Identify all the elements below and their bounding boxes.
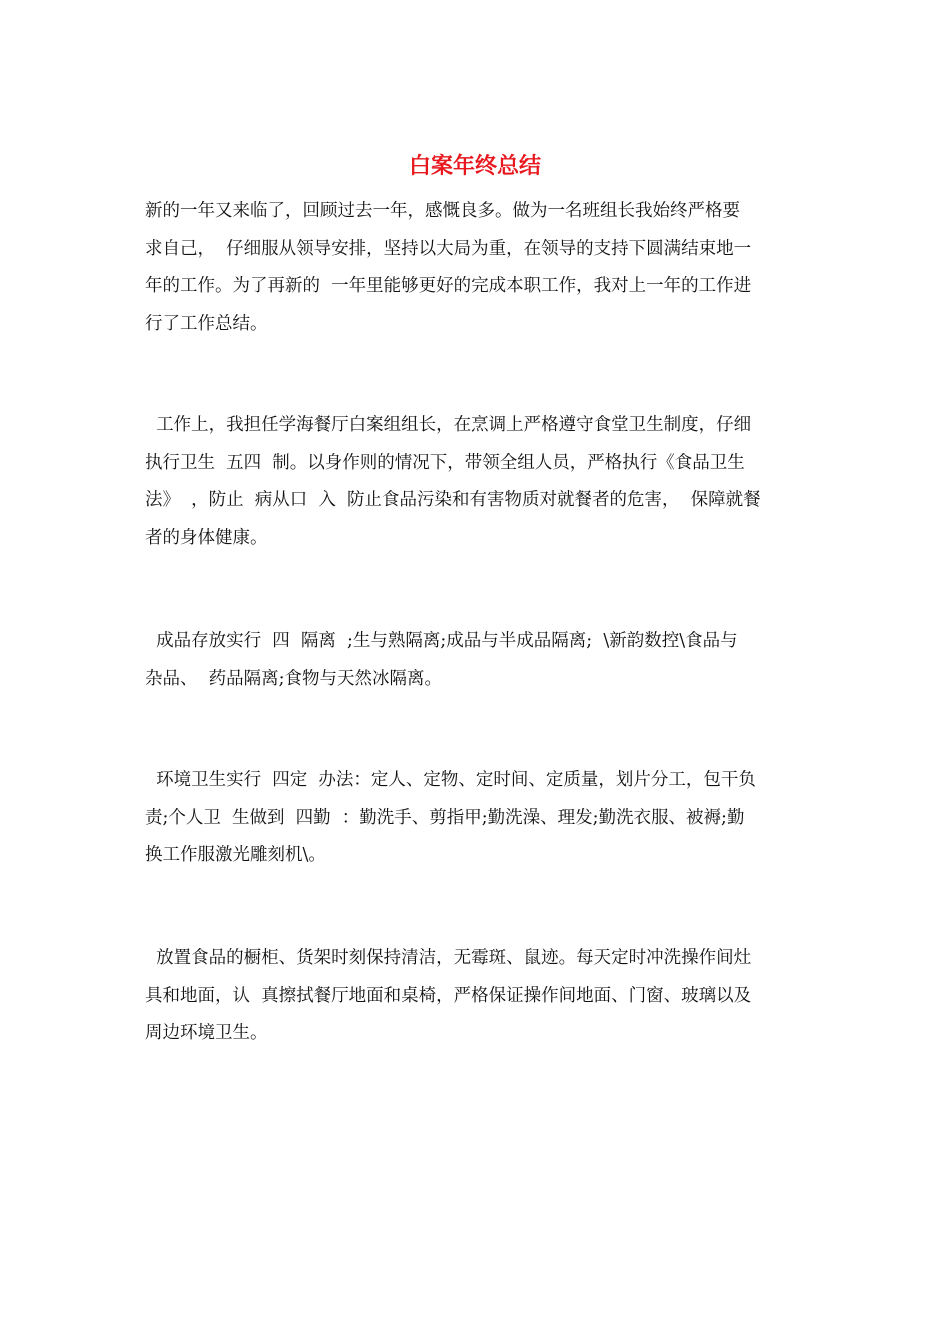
- text-line: 成品存放实行 四 隔离 ;生与熟隔离;成品与半成品隔离; \新韵数控\食品与: [145, 631, 738, 651]
- paragraph-cleaning: [145, 940, 807, 1053]
- document-title: 白案年终总结: [408, 154, 541, 179]
- text-line: 具和地面，认 真擦拭餐厅地面和桌椅，严格保证操作间地面、门窗、玻璃以及: [145, 985, 752, 1006]
- text-line: 法》 ，防止 病从口 入 防止食品污染和有害物质对就餐者的危害， 保障就餐: [145, 490, 761, 510]
- text-line: 执行卫生 五四 制。以身作则的情况下，带领全组人员，严格执行《食品卫生: [145, 452, 745, 473]
- paragraph-environment-hygiene: [145, 762, 807, 875]
- text-line: 换工作服激光雕刻机\。: [145, 845, 326, 865]
- text-line: 周边环境卫生。: [145, 1023, 268, 1043]
- text-line: 放置食品的橱柜、货架时刻保持清洁，无霉斑、鼠迹。每天定时冲洗操作间灶: [145, 948, 752, 968]
- paragraph-intro: [145, 193, 807, 343]
- text-line: 责;个人卫 生做到 四勤 ：勤洗手、剪指甲;勤洗澡、理发;勤洗衣服、被褥;勤: [145, 807, 745, 828]
- text-line: 工作上，我担任学海餐厅白案组组长，在烹调上严格遵守食堂卫生制度，仔细: [145, 415, 752, 435]
- text-line: 环境卫生实行 四定 办法：定人、定物、定时间、定质量，划片分工，包干负: [145, 770, 756, 790]
- text-line: 年的工作。为了再新的 一年里能够更好的完成本职工作，我对上一年的工作进: [145, 276, 752, 296]
- text-line: 者的身体健康。: [145, 527, 268, 548]
- paragraph-work-duties: [145, 407, 807, 557]
- text-line: 行了工作总结。: [145, 313, 268, 334]
- paragraph-storage-isolation: [145, 623, 807, 698]
- text-line: 杂品、 药品隔离;食物与天然冰隔离。: [145, 668, 443, 689]
- text-line: 新的一年又来临了，回顾过去一年，感慨良多。做为一名班组长我始终严格要: [145, 201, 740, 221]
- text-line: 求自己， 仔细服从领导安排，坚持以大局为重，在领导的支持下圆满结束地一: [145, 238, 752, 259]
